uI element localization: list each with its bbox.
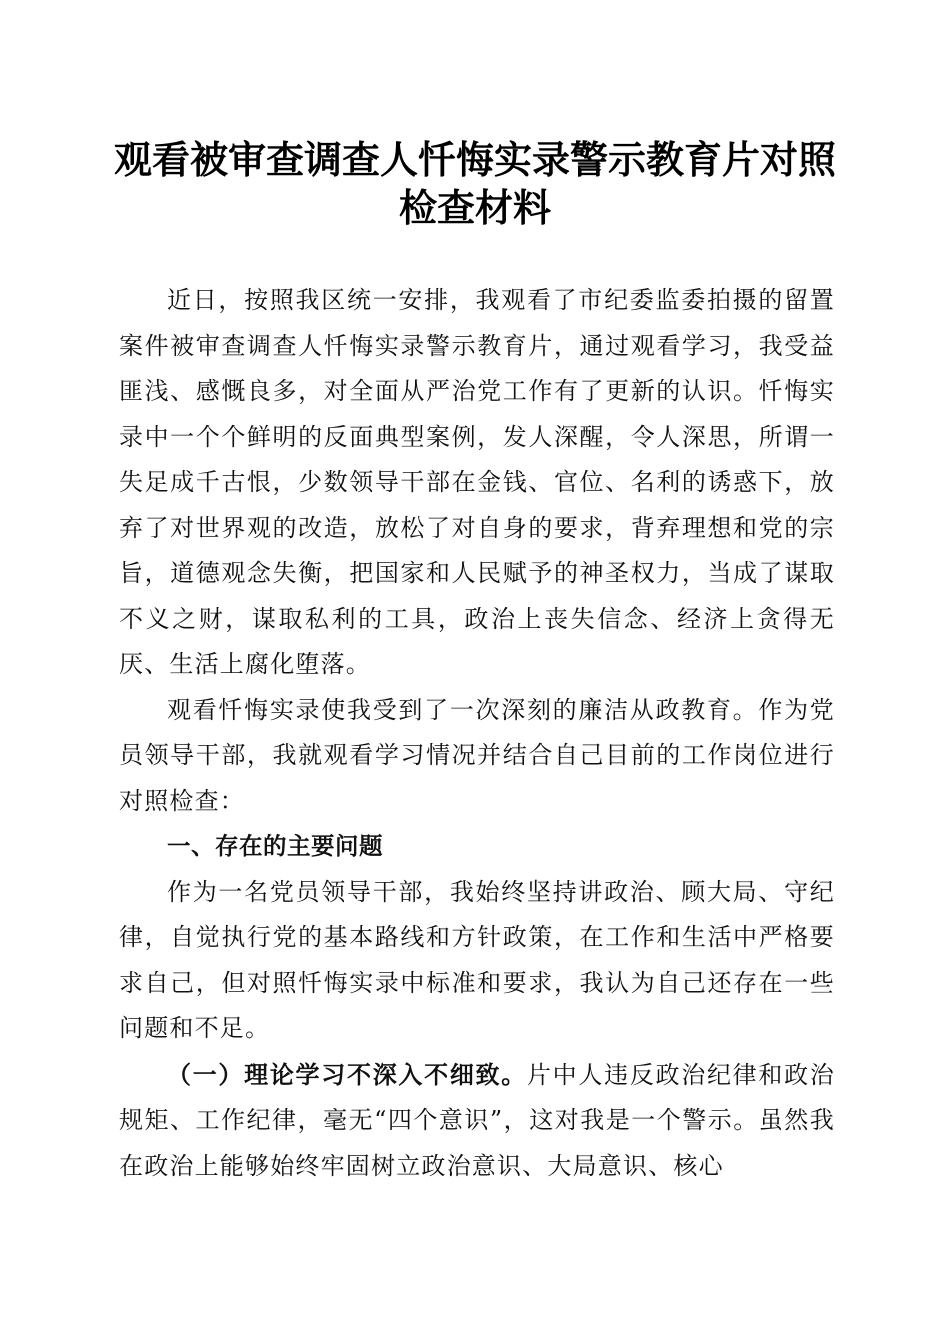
section-heading: 一、存在的主要问题 bbox=[167, 832, 383, 860]
document-title: 观看被审查调查人忏悔实录警示教育片对照检查材料 bbox=[113, 137, 836, 230]
intro-paragraph: 近日，按照我区统一安排，我观看了市纪委监委拍摄的留置案件被审查调查人忏悔实录警示教育片，通过观看学习，我受益匪浅、感慨良多，对全面从严治党工作有了更新的认识。忏悔实录中一个个鲜明的反面典型案例，发人深醒，令人深思，所谓一失足成千古恨，少数领导干部在金钱、官位、名利的诱惑下，放弃了对世界观的改造，放松了对自身的要求，背弃理想和党的宗旨，道德观念失衡，把国家和人民赋予的神圣权力，当成了谋取不义之财，谋取私利的工具，政治上丧失信念、经济上贪得无厌、生活上腐化堕落。 bbox=[119, 286, 835, 678]
subsection-lead: （一）理论学习不深入不细致。 bbox=[167, 1059, 527, 1089]
statement-paragraph: 观看忏悔实录使我受到了一次深刻的廉洁从政教育。作为党员领导干部，我就观看学习情况并结合自己目前的工作岗位进行对照检查： bbox=[119, 695, 835, 815]
subsection-text: 片中人违反政治纪律和政治规矩、工作纪律，毫无“四个意识”，这对我是一个警示。虽然我在政治上能够始终牢固树立政治意识、大局意识、核心 bbox=[119, 1060, 835, 1180]
document-body bbox=[119, 278, 835, 1189]
subsection-paragraph bbox=[119, 1052, 835, 1190]
section-paragraph: 作为一名党员领导干部，我始终坚持讲政治、顾大局、守纪律，自觉执行党的基本路线和方针政策，在工作和生活中严格要求自己，但对照忏悔实录中标准和要求，我认为自己还存在一些问题和不足。 bbox=[119, 877, 835, 1042]
